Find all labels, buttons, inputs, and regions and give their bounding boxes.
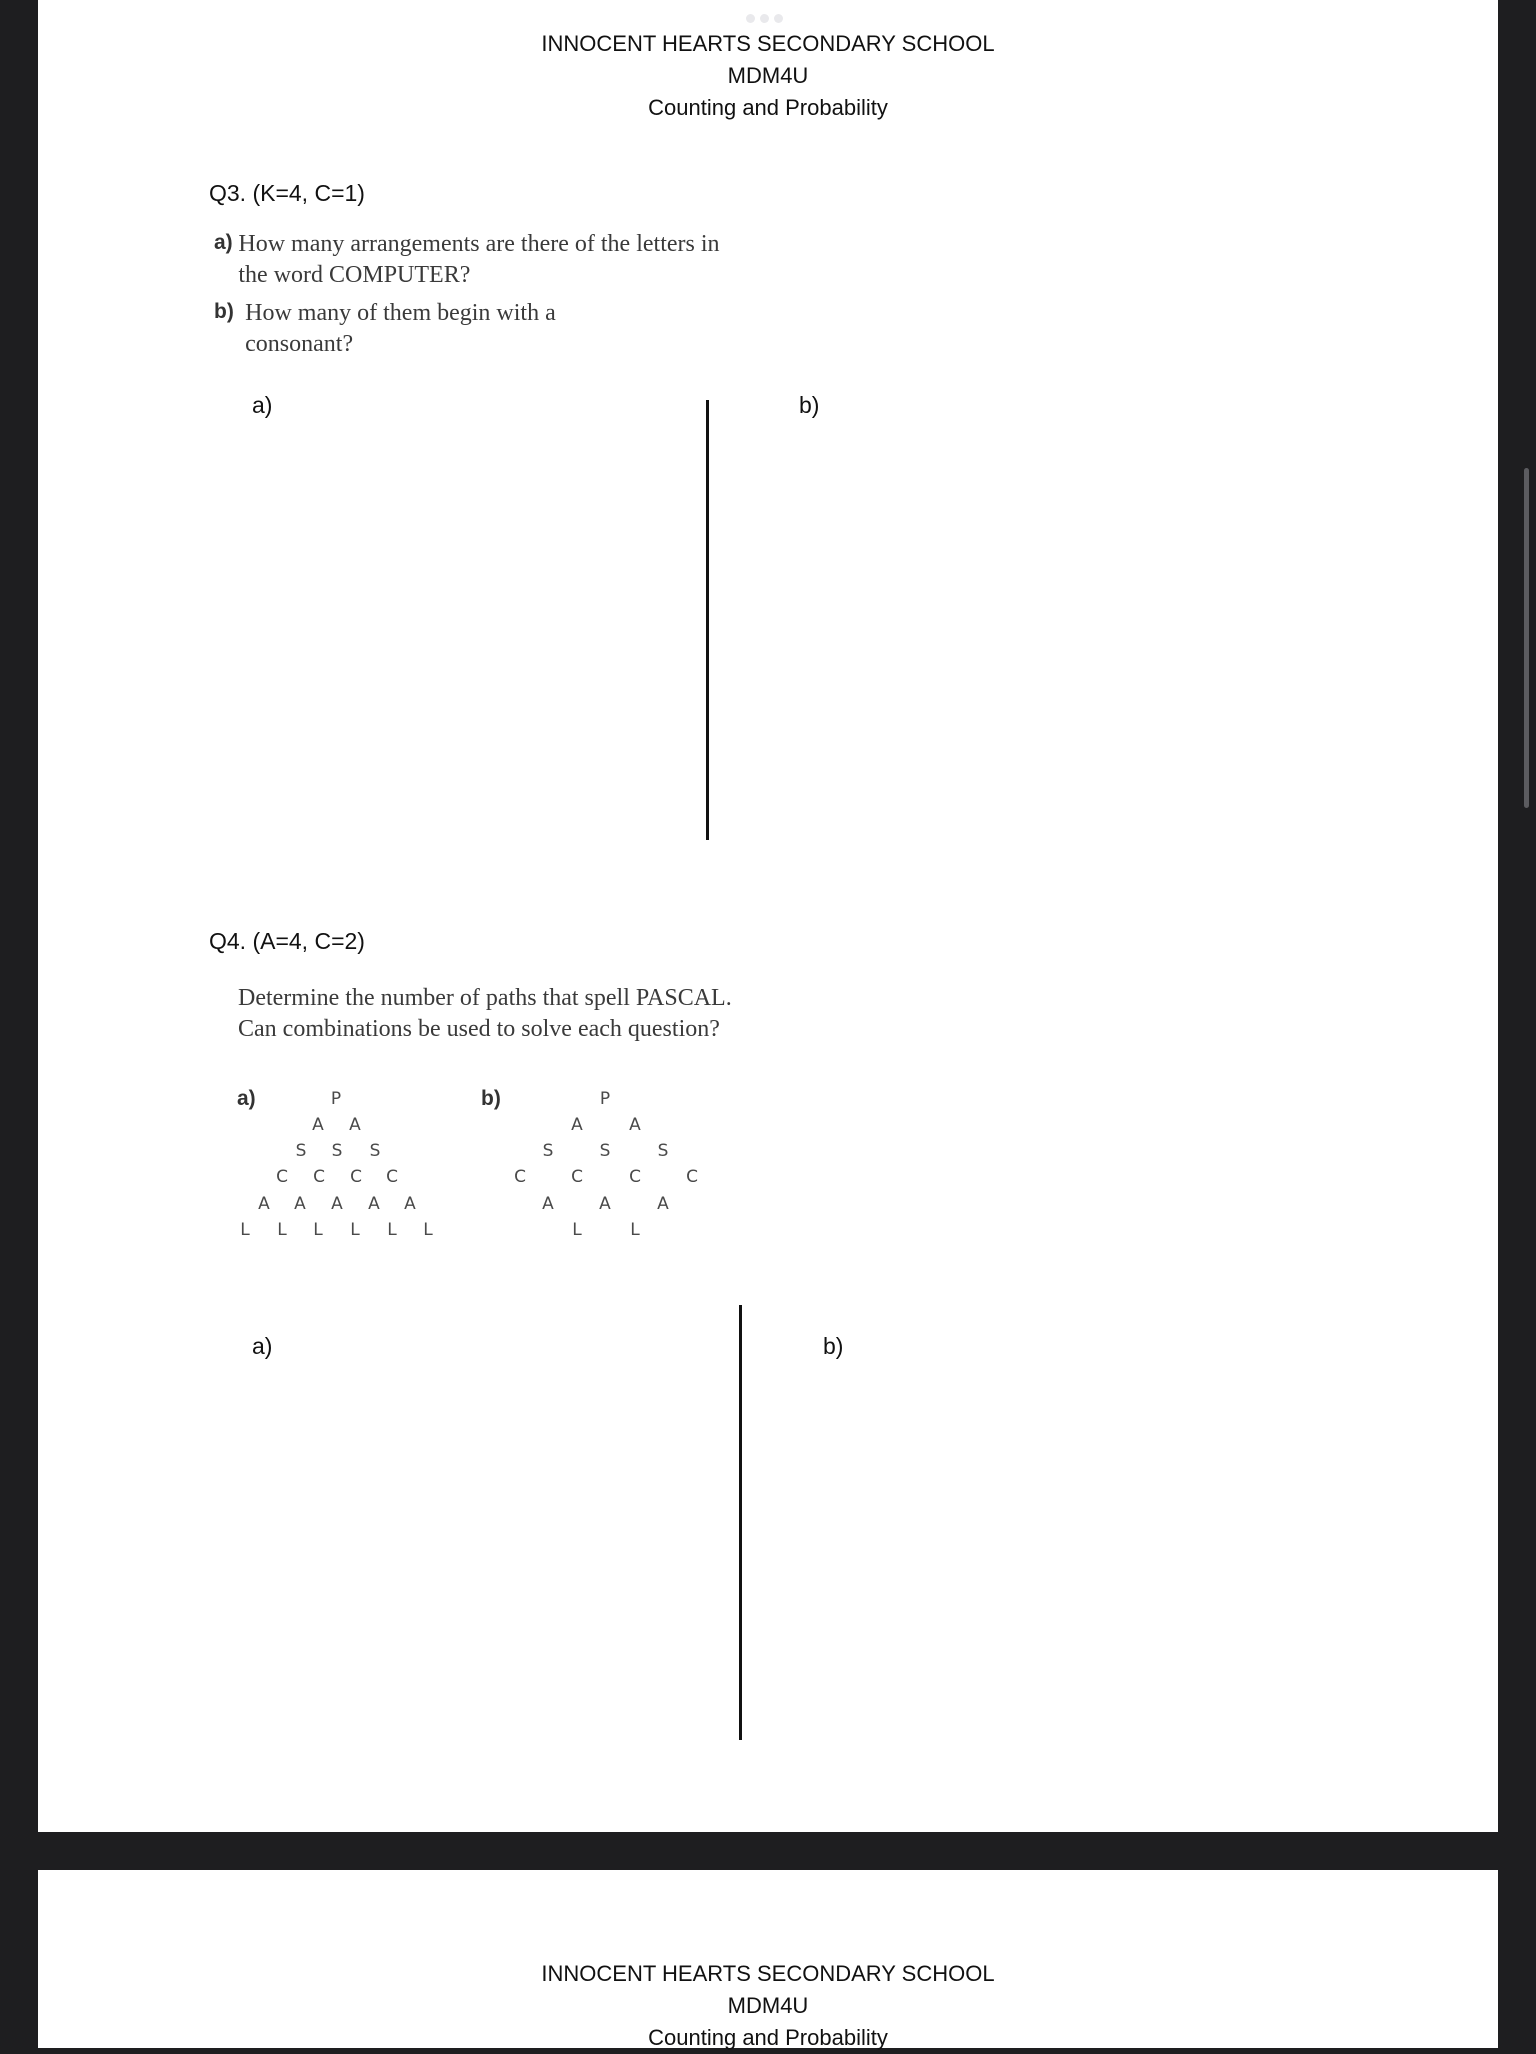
diagram-a-letter: C [276,1167,288,1187]
diagram-b-letter: S [542,1141,554,1161]
page-2-unit-title: Counting and Probability [648,2025,888,2050]
diagram-a-letter: A [349,1115,361,1135]
diagram-b-letter: P [599,1089,611,1109]
q3-item-b-label: b) [214,300,234,323]
diagram-b-letter: A [599,1194,611,1214]
course-code: MDM4U [727,63,809,88]
q4-answer-a-label: a) [252,1333,273,1359]
diagram-a-letter: A [331,1194,343,1214]
diagram-a-letter: L [423,1220,433,1240]
document-page-2 [38,1870,1498,2048]
diagram-b-letter: S [657,1141,669,1161]
q3-answer-a-label: a) [252,392,273,418]
q3-answer-b-label: b) [799,392,820,418]
more-options-icon[interactable] [746,14,783,23]
diagram-b-letter: S [599,1141,611,1161]
school-name: INNOCENT HEARTS SECONDARY SCHOOL [541,31,995,56]
scrollbar-thumb[interactable] [1524,468,1529,808]
diagram-a-letter: A [312,1115,324,1135]
q3-item-b [214,298,634,360]
diagram-a-letter: C [386,1167,398,1187]
diagram-a-letter: S [369,1141,381,1161]
page-2-header [38,1958,1498,2054]
diagram-a-letter: L [313,1220,323,1240]
diagram-b-letter: C [686,1167,698,1187]
diagram-b-letter: C [629,1167,641,1187]
diagram-b-letter: C [571,1167,583,1187]
q3-item-a-text: How many arrangements are there of the letters in the word COMPUTER? [238,231,720,288]
unit-title: Counting and Probability [648,95,888,120]
q3-item-a-label: a) [214,231,233,254]
diagram-a-letter: C [313,1167,325,1187]
diagram-a-letter: S [295,1141,307,1161]
diagram-a-letter: L [277,1220,287,1240]
q3-divider [706,400,709,840]
diagram-a-letter: S [331,1141,343,1161]
document-page-1 [38,0,1498,1832]
q4-prompt: Determine the number of paths that spell PASCAL. Can combinations be used to solve each question? [238,985,732,1042]
diagram-a-letter: L [350,1220,360,1240]
diagram-b-label: b) [481,1087,501,1110]
q3-item-b-text: How many of them begin with a consonant? [245,300,556,357]
q4-divider [739,1305,742,1740]
q4-answer-b-label: b) [823,1333,844,1359]
diagram-a-letter: L [387,1220,397,1240]
q3-title: Q3. (K=4, C=1) [209,180,365,206]
page-2-school-name: INNOCENT HEARTS SECONDARY SCHOOL [541,1961,995,1986]
diagram-a-letter: L [240,1220,250,1240]
diagram-a-letter: A [294,1194,306,1214]
page-2-course-code: MDM4U [727,1993,809,2018]
diagram-a-letter: P [330,1089,342,1109]
diagram-a-letter: A [404,1194,416,1214]
diagram-b-letter: A [571,1115,583,1135]
diagram-a-letter: A [258,1194,270,1214]
diagram-b-letter: L [630,1220,640,1240]
diagram-a-label: a) [237,1087,256,1110]
diagram-b-letter: A [657,1194,669,1214]
diagram-b-letter: C [514,1167,526,1187]
diagram-a-letter: A [368,1194,380,1214]
diagram-a-letter: C [350,1167,362,1187]
diagram-b-letter: L [572,1220,582,1240]
diagram-b-letter: A [629,1115,641,1135]
diagram-b-letter: A [542,1194,554,1214]
q4-title: Q4. (A=4, C=2) [209,928,365,954]
page-header [38,28,1498,124]
q3-item-a [214,229,754,291]
